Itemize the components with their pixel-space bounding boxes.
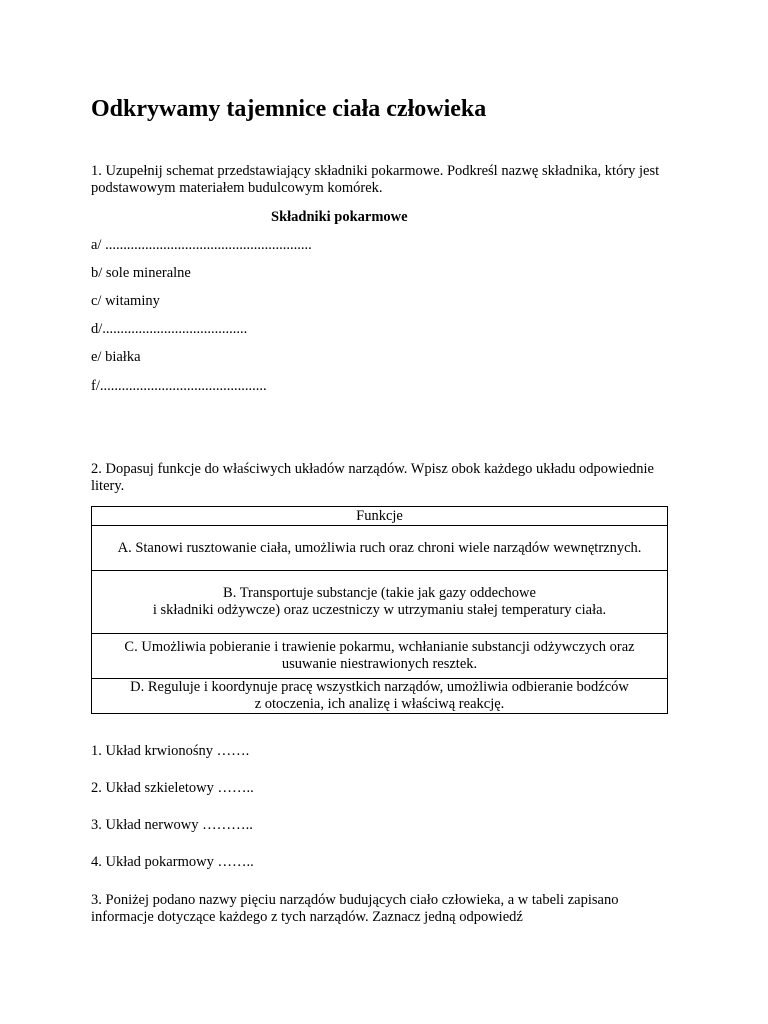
nutrient-item-e: e/ białka (91, 349, 141, 365)
function-b-line2: i składniki odżywcze) oraz uczestniczy w utrzymaniu stałej temperatury ciała. (152, 602, 607, 618)
function-b (92, 571, 668, 634)
nutrient-item-c: c/ witaminy (91, 293, 160, 309)
function-d (92, 679, 668, 714)
functions-table (91, 506, 668, 714)
table-row (92, 526, 668, 571)
task2-instruction: 2. Dopasuj funkcje do właściwych układów narządów. Wpisz obok każdego układu odpowiednie litery. (91, 461, 654, 494)
function-c-line2: usuwanie niestrawionych resztek. (281, 656, 478, 672)
nutrient-item-d: d/........................................ (91, 321, 248, 337)
system-item-3: 3. Układ nerwowy ……….. (91, 817, 253, 833)
table-row (92, 571, 668, 634)
system-item-2: 2. Układ szkieletowy …….. (91, 780, 254, 796)
table-row (92, 679, 668, 714)
function-d-line2: z otoczenia, ich analizę i właściwą reakcję. (254, 696, 505, 712)
schema-title: Składniki pokarmowe (271, 209, 408, 225)
function-d-line1: D. Reguluje i koordynuje pracę wszystkich narządów, umożliwia odbieranie bodźców (130, 679, 629, 695)
nutrient-item-a: a/ ......................................................... (91, 237, 312, 253)
task1-instruction: 1. Uzupełnij schemat przedstawiający składniki pokarmowe. Podkreśl nazwę składnika, który jest podstawowym materiałem budulcowym komórek. (91, 163, 660, 196)
page-title: Odkrywamy tajemnice ciała człowieka (91, 96, 487, 122)
function-c-line1: C. Umożliwia pobieranie i trawienie pokarmu, wchłanianie substancji odżywczych oraz (124, 639, 635, 655)
function-a: A. Stanowi rusztowanie ciała, umożliwia ruch oraz chroni wiele narządów wewnętrznych. (92, 526, 668, 571)
system-item-4: 4. Układ pokarmowy …….. (91, 854, 254, 870)
table-row (92, 634, 668, 679)
function-b-line1: B. Transportuje substancje (takie jak gazy oddechowe (223, 585, 536, 601)
system-item-1: 1. Układ krwionośny ……. (91, 743, 250, 759)
nutrient-item-f: f/.............................................. (91, 378, 267, 394)
function-c (92, 634, 668, 679)
task3-instruction: 3. Poniżej podano nazwy pięciu narządów budujących ciało człowieka, a w tabeli zapisano informacje dotyczące każdego z tych narządów. Zaznacz jedną odpowiedź (91, 892, 619, 925)
table-header-row (92, 507, 668, 526)
nutrient-item-b: b/ sole mineralne (91, 265, 191, 281)
table-header: Funkcje (92, 507, 668, 526)
